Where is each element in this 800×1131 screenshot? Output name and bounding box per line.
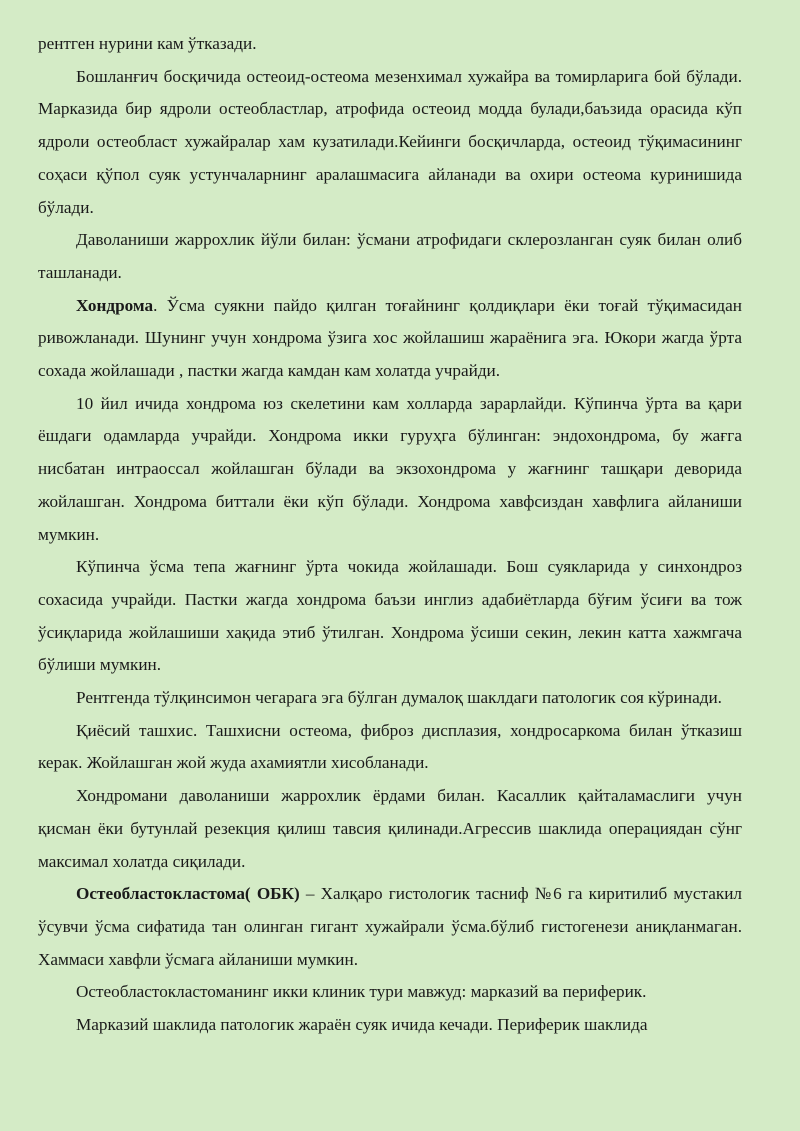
paragraph-text: Кўпинча ўсма тепа жағнинг ўрта чокида жойлашади. Бош суякларида у синхондроз сохасида учрайди. Пастки жагда хондрома баъзи инглиз адабиётларда бўғим ўсиғи ва тож ўсиқларида жойлашиши хақида этиб ўтилган. Хондрома ўсиши секин, лекин катта хажмгача бўлиши мумкин. [38,557,742,675]
paragraph [38,28,742,61]
paragraph-text: . Ўсма суякни пайдо қилган тоғайнинг қолдиқлари ёки тоғай тўқимасидан ривожланади. Шунинг учун хондрома ўзига хос жойлашиш жараёнига эга. Юкори жагда ўрта сохада жойлашади , пастки жагда камдан кам холатда учрайди. [38,295,742,381]
paragraph [38,780,742,878]
paragraph [38,878,742,976]
paragraph-text: рентген нурини кам ўтказади. [38,34,257,53]
paragraph [38,61,742,225]
paragraph-text: Қиёсий ташхис. Ташхисни остеома, фиброз дисплазия, хондросаркома билан ўтказиш керак. Жойлашган жой жуда ахамиятли хисобланади. [38,720,742,773]
paragraph [38,551,742,682]
paragraph [38,682,742,715]
paragraph-text: Рентгенда тўлқинсимон чегарага эга бўлган думалоқ шаклдаги патологик соя кўринади. [76,688,722,708]
paragraph [38,224,742,289]
paragraph-text: 10 йил ичида хондрома юз скелетини кам холларда зарарлайди. Кўпинча ўрта ва қари ёшдаги одамларда учрайди. Хондрома икки гуруҳга бўлинган: эндохондрома, бу жағга нисбатан интраоссал жойлашган бўлади ва экзохондрома у жағнинг ташқари деворида жойлашган. Хондрома биттали ёки кўп бўлади. Хондрома хавфсиздан хавфлига айланиши мумкин. [38,393,742,544]
paragraph [38,1009,742,1042]
paragraph-text: Даволаниши жаррохлик йўли билан: ўсмани атрофидаги склерозланган суяк билан олиб ташланади. [38,230,742,282]
section-term: Хондрома [76,295,154,315]
paragraph [38,715,742,780]
paragraph [38,290,742,388]
section-term: Остеобластокластома( ОБК) [76,884,300,904]
paragraph-text: Бошланғич босқичида остеоид-остеома мезенхимал хужайра ва томирларига бой бўлади. Марказида бир ядроли остеобластлар, атрофида остеоид модда булади,баъзида орасида кўп ядроли остеобласт хужайралар хам кузатилади.Кейинги босқичларда, остеоид тўқимасининг соҳаси қўпол суяк устунчаларнинг аралашмасига айланади ва охири остеома куринишида бўлади. [38,66,742,217]
paragraph-text: Марказий шаклида патологик жараён суяк ичида кечади. Периферик шаклида [76,1015,648,1035]
paragraph-text: – Халқаро гистологик тасниф №6 га киритилиб мустакил ўсувчи ўсма сифатида тан олинган гигант хужайрали ўсма.бўлиб гистогенези аниқланмаган. Хаммаси хавфли ўсмага айланиши мумкин. [38,884,742,969]
paragraph [38,976,742,1009]
paragraph-text: Хондромани даволаниши жаррохлик ёрдами билан. Касаллик қайталамаслиги учун қисман ёки бутунлай резекция қилиш тавсия қилинади.Агрессив шаклида операциядан сўнг максимал холатда сиқилади. [38,786,742,871]
paragraph-text: Остеобластокластоманинг икки клиник тури мавжуд: марказий ва периферик. [76,982,647,1002]
paragraph [38,388,742,552]
